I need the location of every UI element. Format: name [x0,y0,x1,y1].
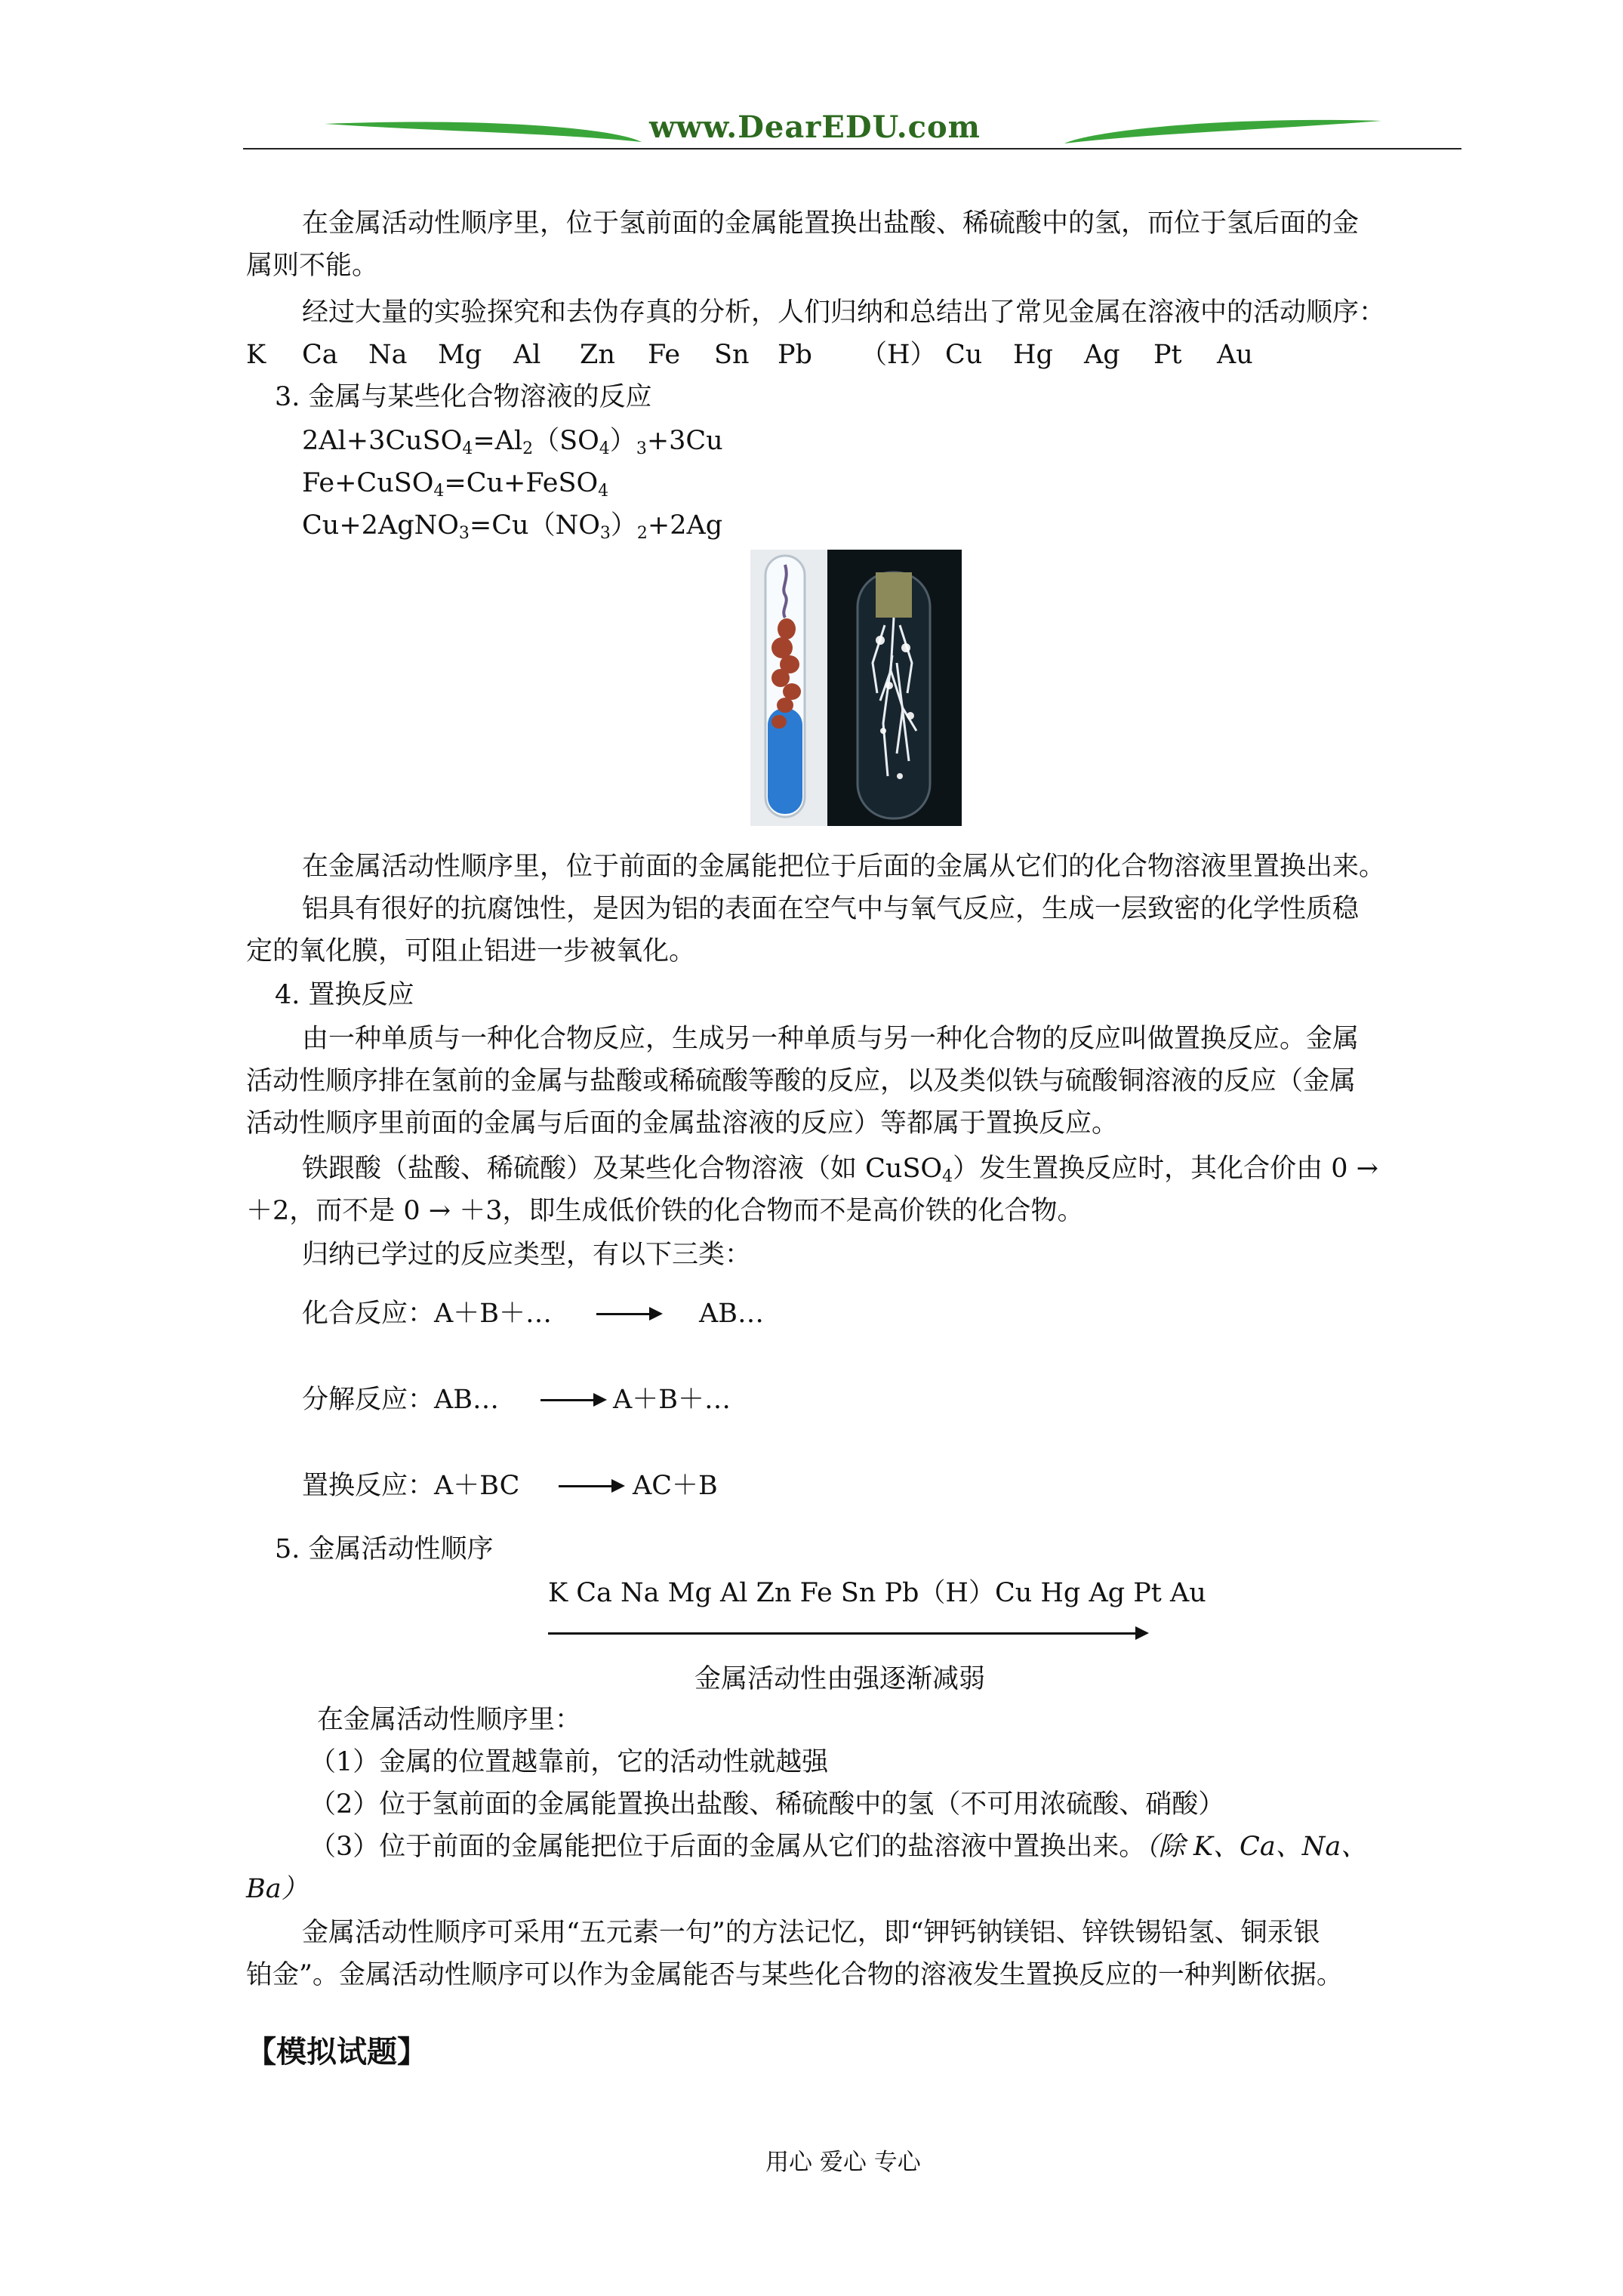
section-3-title: 3. 金属与某些化合物溶液的反应 [275,382,652,412]
metal-symbol: Ca [302,340,338,370]
paragraph-6-line-2: ＋2，而不是 0 → ＋3，即生成低价铁的化合物而不是高价铁的化合物。 [246,1196,1084,1226]
activity-order-caption: 金属活动性由强逐渐减弱 [694,1664,986,1694]
reaction-arrow-1 [596,1313,660,1315]
reaction-arrow-3 [559,1485,622,1487]
metal-symbol: Cu [945,340,983,370]
paragraph-1-line-1: 在金属活动性顺序里，位于氢前面的金属能置换出盐酸、稀硫酸中的氢，而位于氢后面的金 [302,208,1360,239]
paragraph-3: 在金属活动性顺序里，位于前面的金属能把位于后面的金属从它们的化合物溶液里置换出来。 [302,852,1386,882]
metal-symbol: Al [513,340,541,370]
rule-3: （3）位于前面的金属能把位于后面的金属从它们的盐溶液中置换出来。（除 K、Ca、Na、 [310,1832,1368,1862]
reaction-displacement-label: 置换反应：A＋BC [302,1471,520,1501]
metal-symbol: Pb [778,340,812,370]
paragraph-7: 归纳已学过的反应类型，有以下三类： [302,1240,752,1270]
rule-2: （2）位于氢前面的金属能置换出盐酸、稀硫酸中的氢（不可用浓硫酸、硝酸） [310,1789,1225,1820]
paragraph-6-line-1: 铁跟酸（盐酸、稀硫酸）及某些化合物溶液（如 CuSO$_4$）发生置换反应时，其化合价由 0 → [302,1154,1378,1186]
reaction-decomposition-label: 分解反应：AB… [302,1385,499,1415]
metal-symbol: Ag [1084,340,1120,370]
paragraph-1-line-2: 属则不能。 [246,251,379,281]
metal-symbol: Na [368,340,408,370]
paragraph-5-line-1: 由一种单质与一种化合物反应，生成另一种单质与另一种化合物的反应叫做置换反应。金属 [302,1024,1360,1054]
reaction-combination-label: 化合反应：A＋B＋… [302,1299,552,1329]
metal-symbol: Pt [1153,340,1182,370]
reaction-arrow-2 [540,1399,604,1401]
reaction-displacement-product: AC＋B [633,1471,718,1501]
section-4-title: 4. 置换反应 [275,980,414,1010]
paragraph-8-line-2: 铂金”。金属活动性顺序可以作为金属能否与某些化合物的溶液发生置换反应的一种判断依据。 [246,1960,1343,1990]
footer-motto: 用心 爱心 专心 [765,2149,921,2176]
rule-1: （1）金属的位置越靠前，它的活动性就越强 [310,1747,829,1777]
rule-3-continued: Ba） [246,1874,308,1904]
rules-intro: 在金属活动性顺序里： [317,1705,582,1735]
activity-order-line: K Ca Na Mg Al Zn Fe Sn Pb（H）Cu Hg Ag Pt Au [548,1578,1206,1608]
equation-1: $2Al+3CuSO_4=Al_2(SO_4)_3+3Cu$ [302,426,723,458]
paragraph-5-line-2: 活动性顺序排在氢前的金属与盐酸或稀硫酸等酸的反应，以及类似铁与硫酸铜溶液的反应（金属 [246,1066,1357,1096]
metal-symbol: Fe [648,340,681,370]
site-logo-text: www.DearEDU.com [649,109,981,145]
activity-order-arrow [548,1632,1146,1635]
paragraph-4-line-1: 铝具有很好的抗腐蚀性，是因为铝的表面在空气中与氧气反应，生成一层致密的化学性质稳 [302,894,1360,924]
metal-symbol: K [246,340,266,370]
reaction-combination-product: AB… [699,1299,764,1329]
metal-symbol: Au [1217,340,1253,370]
metal-symbol: Sn [714,340,750,370]
metal-symbol: （H） [861,340,937,370]
paragraph-2: 经过大量的实验探究和去伪存真的分析，人们归纳和总结出了常见金属在溶液中的活动顺序： [302,297,1386,328]
metal-symbol: Mg [438,340,482,370]
test-tube-photo-silver [827,550,962,826]
section-heading-mock-test: 【模拟试题】 [246,2034,427,2069]
equation-2: Fe+CuSO$_4$=Cu+FeSO$_4$ [302,468,609,501]
header-rule [243,148,1461,149]
paragraph-5-line-3: 活动性顺序里前面的金属与后面的金属盐溶液的反应）等都属于置换反应。 [246,1108,1119,1139]
metal-symbol: Zn [580,340,615,370]
paragraph-4-line-2: 定的氧化膜，可阻止铝进一步被氧化。 [246,936,696,966]
paragraph-8-line-1: 金属活动性顺序可采用“五元素一句”的方法记忆，即“钾钙钠镁铝、锌铁锡铅氢、铜汞银 [302,1918,1320,1948]
section-5-title: 5. 金属活动性顺序 [275,1534,494,1564]
equation-3: $Cu+2AgNO_3=Cu(NO_3)_2+2Ag$ [302,510,723,543]
reaction-decomposition-product: A＋B＋… [613,1385,731,1415]
metal-symbol: Hg [1013,340,1053,370]
